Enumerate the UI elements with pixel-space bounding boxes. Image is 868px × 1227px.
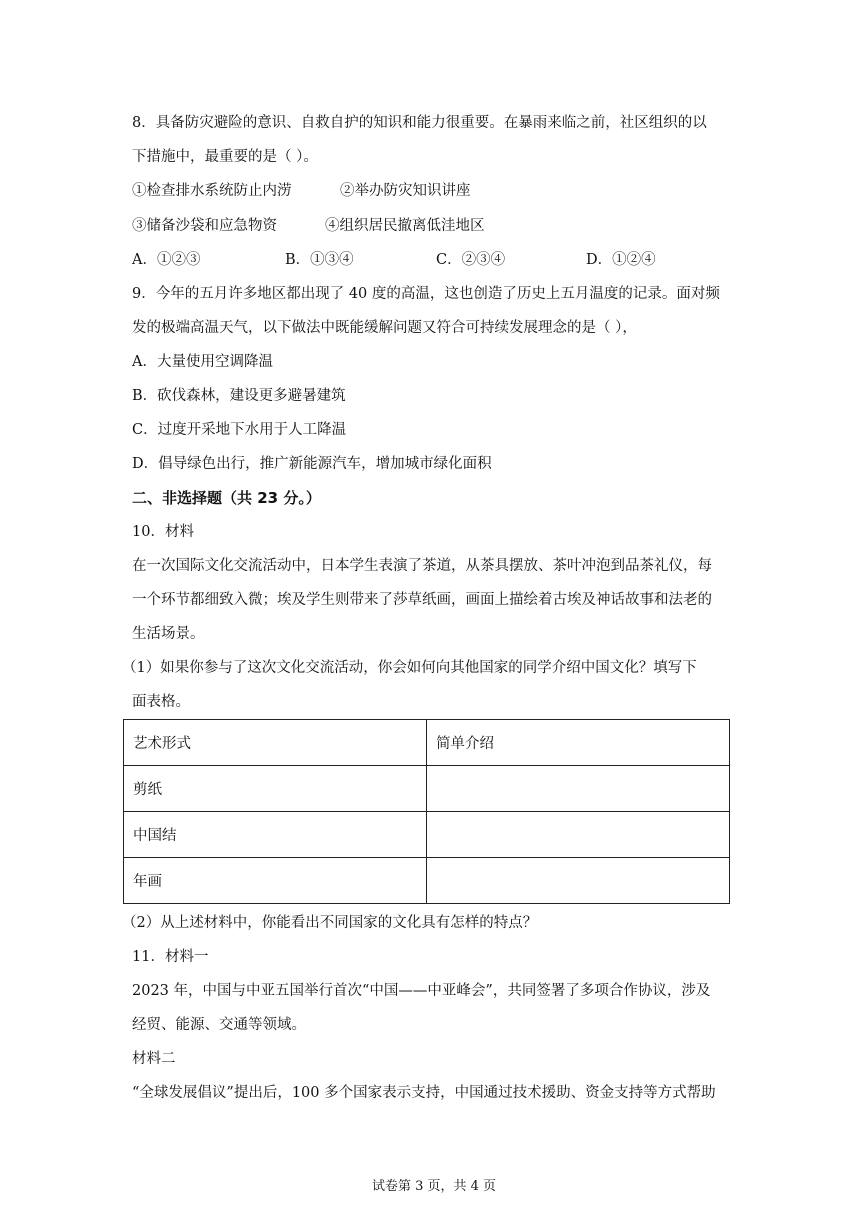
table-header-row [124,720,730,766]
q9-option-c: C．过度开采地下水用于人工降温 [132,422,347,438]
table-cell-answer-blank[interactable] [427,812,730,858]
q8-option-b: B．①③④ [285,252,354,268]
q11-label2: 材料二 [132,1051,176,1067]
table-row [124,812,730,858]
q8-stem-line2: 下措施中，最重要的是（ ）。 [132,149,318,165]
q8-item-1: ①检查排水系统防止内涝 [132,183,292,199]
table-header-cell: 艺术形式 [124,720,427,766]
q9-option-d: D．倡导绿色出行，推广新能源汽车，增加城市绿化面积 [132,456,492,472]
section-heading: 二、非选择题（共 23 分。） [132,489,321,507]
q10-sub1-line2: 面表格。 [132,694,190,710]
q9-stem-line1: 9．今年的五月许多地区都出现了 40 度的高温，这也创造了历史上五月温度的记录。面对频 [132,286,720,302]
q9-option-a: A．大量使用空调降温 [132,354,273,370]
table-cell-answer-blank[interactable] [427,858,730,904]
table-cell-art-form: 剪纸 [124,766,427,812]
q9-option-b: B．砍伐森林，建设更多避暑建筑 [132,388,346,404]
q8-stem-line1: 8．具备防灾避险的意识、自救自护的知识和能力很重要。在暴雨来临之前，社区组织的以 [132,115,707,131]
q9-stem-line2: 发的极端高温天气，以下做法中既能缓解问题又符合可持续发展理念的是（ ）， [132,320,637,336]
q11-material1-line1: 2023 年，中国与中亚五国举行首次“中国——中亚峰会”，共同签署了多项合作协议，涉及 [132,983,711,999]
q8-option-c: C．②③④ [436,252,506,268]
q10-material-line1: 在一次国际文化交流活动中，日本学生表演了茶道，从茶具摆放、茶叶冲泡到品茶礼仪，每 [132,558,712,574]
q10-material-line2: 一个环节都细致入微；埃及学生则带来了莎草纸画，画面上描绘着古埃及神话故事和法老的 [132,592,712,608]
table-cell-art-form: 年画 [124,858,427,904]
q8-option-a: A．①②③ [132,252,201,268]
q11-label: 11．材料一 [132,949,209,965]
q10-sub1-line1: （1）如果你参与了这次文化交流活动，你会如何向其他国家的同学介绍中国文化？填写下 [122,660,697,676]
q8-option-d: D．①②④ [586,252,656,268]
table-cell-art-form: 中国结 [124,812,427,858]
q10-sub2: （2）从上述材料中，你能看出不同国家的文化具有怎样的特点？ [122,915,538,931]
table-cell-answer-blank[interactable] [427,766,730,812]
q11-material2-line1: “全球发展倡议”提出后，100 多个国家表示支持，中国通过技术援助、资金支持等方式帮助 [132,1085,716,1101]
q10-material-line3: 生活场景。 [132,626,205,642]
art-form-table [123,719,730,904]
q8-item-4: ④组织居民撤离低洼地区 [325,218,485,234]
q8-item-3: ③储备沙袋和应急物资 [132,218,277,234]
q8-item-2: ②举办防灾知识讲座 [340,183,471,199]
page-footer: 试卷第 3 页，共 4 页 [371,1179,497,1194]
table-row [124,766,730,812]
table-row [124,858,730,904]
table-header-cell: 简单介绍 [427,720,730,766]
q11-material1-line2: 经贸、能源、交通等领域。 [132,1017,306,1033]
q10-label: 10．材料 [132,524,194,540]
